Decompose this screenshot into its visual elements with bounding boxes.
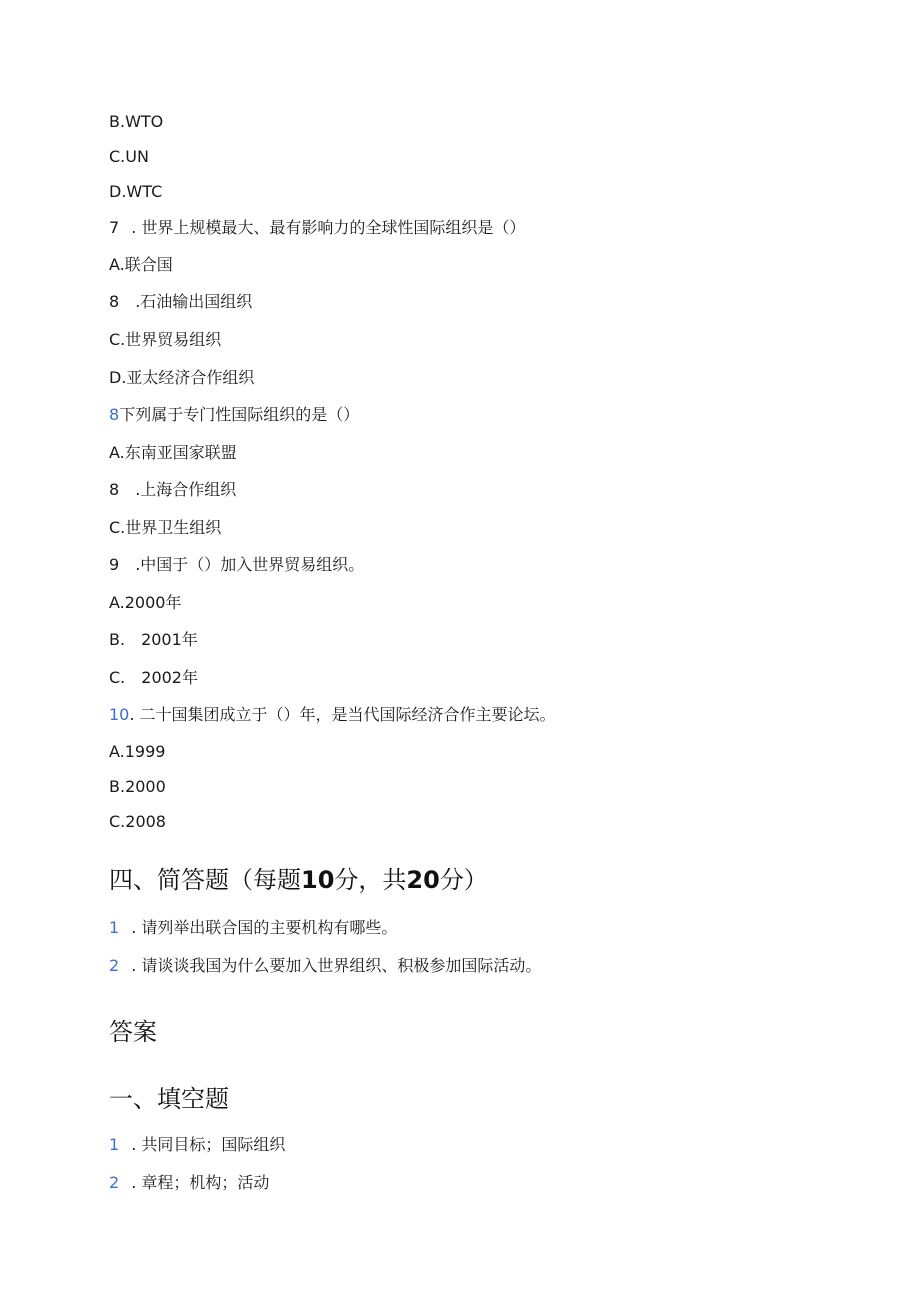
section-4-item-2 (109, 955, 541, 977)
q8-stem (109, 404, 359, 426)
q8-option-c: C.世界卫生组织 (109, 518, 222, 537)
section-4-title-post: 分） (439, 866, 488, 894)
q8-option-b-number: 8 (109, 480, 120, 499)
q10-option-c: C.2008 (109, 812, 166, 831)
q7-number: 7 (109, 218, 120, 237)
q9-option-b-letter: B. (109, 630, 126, 649)
q6-option-c: C.UN (109, 147, 149, 166)
section-4-item-1-text: . 请列举出联合国的主要机构有哪些。 (131, 918, 398, 937)
q7-option-a: A.联合国 (109, 255, 173, 274)
section-4-title-pre: 四、简答题（每题 (109, 866, 301, 894)
section-4-item-1-number: 1 (109, 918, 120, 937)
answer-item-1 (109, 1134, 285, 1156)
q8-text: 下列属于专门性国际组织的是（） (119, 405, 360, 424)
section-4-title-mid: 分，共 (334, 866, 407, 894)
answer-item-2 (109, 1172, 269, 1194)
q7-stem (109, 217, 525, 239)
q7-option-b (109, 291, 252, 313)
q8-option-a: A.东南亚国家联盟 (109, 443, 237, 462)
q9-text: .中国于（）加入世界贸易组织。 (135, 555, 365, 574)
section-4-item-2-number: 2 (109, 956, 120, 975)
q9-option-a: A.2000年 (109, 593, 182, 612)
q9-option-c (109, 667, 198, 689)
q10-option-b: B.2000 (109, 777, 166, 796)
q9-number: 9 (109, 555, 120, 574)
q10-text: . 二十国集团成立于（）年，是当代国际经济合作主要论坛。 (129, 705, 556, 724)
q8-option-b-text: .上海合作组织 (135, 480, 237, 499)
answer-item-2-text: . 章程；机构；活动 (131, 1173, 270, 1192)
q9-option-b-text: 2001年 (141, 630, 198, 649)
q9-option-c-letter: C. (109, 668, 126, 687)
section-4-item-1 (109, 917, 397, 939)
q7-text: . 世界上规模最大、最有影响力的全球性国际组织是（） (131, 218, 526, 237)
q9-option-c-text: 2002年 (141, 668, 198, 687)
answers-section-1-title: 一、填空题 (109, 1085, 229, 1113)
answer-item-2-number: 2 (109, 1173, 120, 1192)
section-4-item-2-text: . 请谈谈我国为什么要加入世界组织、积极参加国际活动。 (131, 956, 542, 975)
section-4-title-points: 10 (301, 866, 335, 894)
q10-number: 10 (109, 705, 130, 724)
answer-item-1-text: . 共同目标；国际组织 (131, 1135, 286, 1154)
answer-item-1-number: 1 (109, 1135, 120, 1154)
section-4-title-total: 20 (406, 866, 440, 894)
q9-stem (109, 554, 364, 576)
q6-option-b: B.WTO (109, 112, 164, 131)
section-4-title (109, 864, 488, 896)
q7-option-b-text: .石油输出国组织 (135, 292, 253, 311)
q7-option-d: D.亚太经济合作组织 (109, 368, 255, 387)
q7-option-c: C.世界贸易组织 (109, 330, 222, 349)
q9-option-b (109, 629, 198, 651)
q6-option-d: D.WTC (109, 182, 163, 201)
answers-heading: 答案 (109, 1018, 157, 1046)
q10-option-a: A.1999 (109, 742, 166, 761)
q8-option-b (109, 479, 236, 501)
q8-number: 8 (109, 405, 120, 424)
q7-option-b-number: 8 (109, 292, 120, 311)
q10-stem (109, 704, 556, 726)
